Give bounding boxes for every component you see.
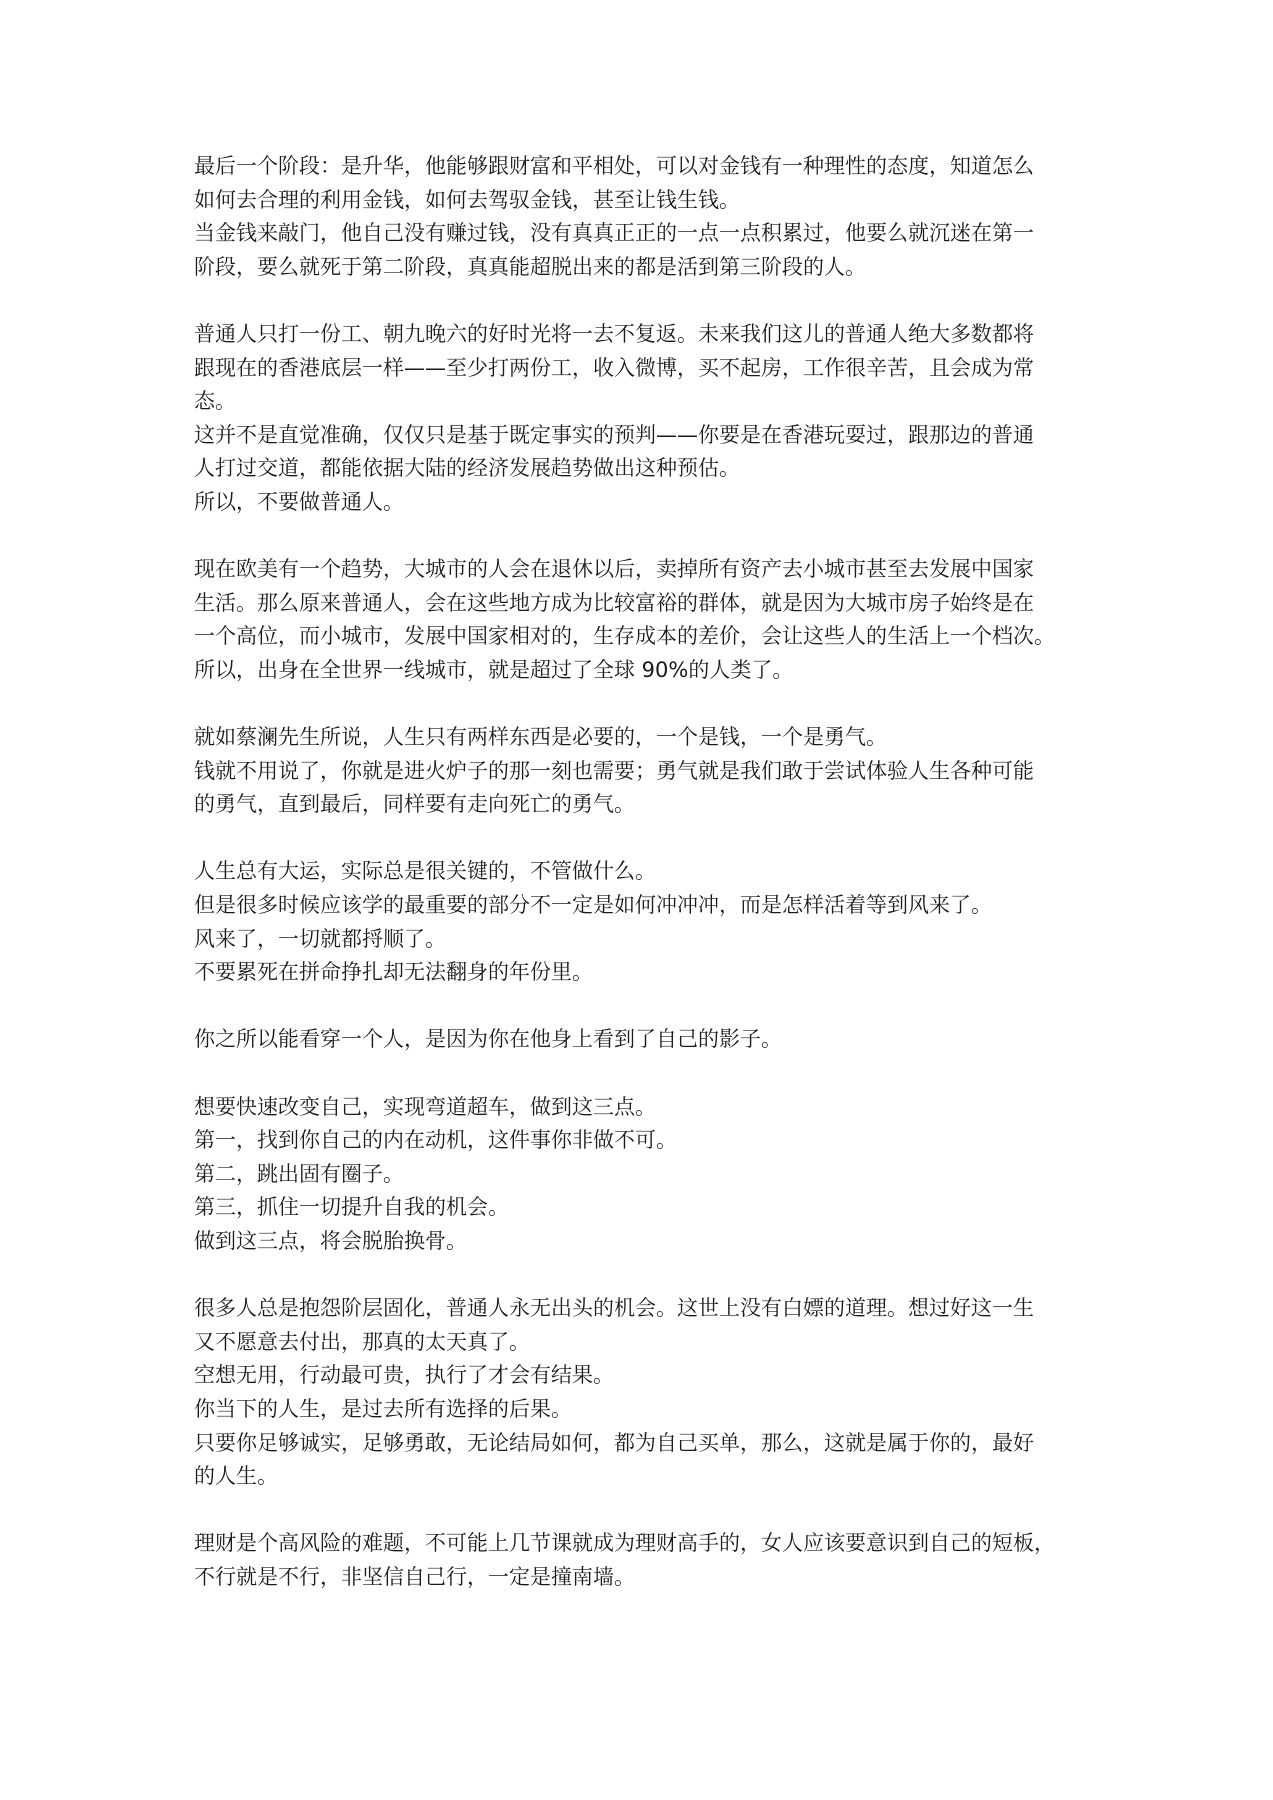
paragraph-retirement-trend	[194, 553, 1094, 687]
text-line: 人生总有大运，实际总是很关键的，不管做什么。	[194, 859, 656, 884]
text-line: 的勇气，直到最后，同样要有走向死亡的勇气。	[194, 792, 635, 817]
text-line: 钱就不用说了，你就是进火炉子的那一刻也需要；勇气就是我们敢于尝试体验人生各种可能	[194, 758, 1034, 783]
text-line: 跟现在的香港底层一样——至少打两份工，收入微博，买不起房，工作很辛苦，且会成为常	[194, 355, 1034, 380]
text-line: 你之所以能看穿一个人，是因为你在他身上看到了自己的影子。	[194, 1027, 782, 1052]
text-line: 生活。那么原来普通人，会在这些地方成为比较富裕的群体，就是因为大城市房子始终是在	[194, 590, 1034, 615]
text-line: 不要累死在拼命挣扎却无法翻身的年份里。	[194, 960, 593, 985]
paragraph-financial-management	[194, 1527, 1094, 1594]
text-line: 现在欧美有一个趋势，大城市的人会在退休以后，卖掉所有资产去小城市甚至去发展中国家	[194, 557, 1034, 582]
paragraph-class-solidification	[194, 1292, 1094, 1494]
text-line: 当金钱来敲门，他自己没有赚过钱，没有真真正正的一点一点积累过，他要么就沉迷在第一	[194, 221, 1034, 246]
text-line: 所以，出身在全世界一线城市，就是超过了全球 90%的人类了。	[194, 657, 794, 682]
paragraph-ordinary-people	[194, 318, 1094, 520]
paragraph-fortune	[194, 855, 1094, 989]
text-line: 理财是个高风险的难题，不可能上几节课就成为理财高手的，女人应该要意识到自己的短板，	[194, 1531, 1055, 1556]
paragraph-money-and-courage	[194, 721, 1094, 822]
text-line: 人打过交道，都能依据大陆的经济发展趋势做出这种预估。	[194, 456, 740, 481]
text-line: 想要快速改变自己，实现弯道超车，做到这三点。	[194, 1094, 656, 1119]
text-line: 第一，找到你自己的内在动机，这件事你非做不可。	[194, 1128, 677, 1153]
text-line: 阶段，要么就死于第二阶段，真真能超脱出来的都是活到第三阶段的人。	[194, 254, 866, 279]
text-line: 做到这三点，将会脱胎换骨。	[194, 1229, 467, 1253]
text-line: 所以，不要做普通人。	[194, 489, 404, 514]
text-line: 如何去合理的利用金钱，如何去驾驭金钱，甚至让钱生钱。	[194, 187, 740, 212]
document-page	[194, 150, 1094, 1595]
text-line: 你当下的人生，是过去所有选择的后果。	[194, 1396, 572, 1421]
text-line: 普通人只打一份工、朝九晚六的好时光将一去不复返。未来我们这儿的普通人绝大多数都将	[194, 321, 1034, 346]
paragraph-shadow	[194, 1023, 1094, 1057]
text-line: 一个高位，而小城市，发展中国家相对的，生存成本的差价，会让这些人的生活上一个档次。	[194, 624, 1055, 649]
text-line: 第二，跳出固有圈子。	[194, 1161, 404, 1186]
text-line: 空想无用，行动最可贵，执行了才会有结果。	[194, 1363, 614, 1388]
text-line: 风来了，一切就都捋顺了。	[194, 926, 446, 951]
text-line: 的人生。	[194, 1464, 278, 1489]
text-line: 但是很多时候应该学的最重要的部分不一定是如何冲冲冲，而是怎样活着等到风来了。	[194, 893, 992, 918]
text-line: 又不愿意去付出，那真的太天真了。	[194, 1329, 530, 1354]
text-line: 不行就是不行，非坚信自己行，一定是撞南墙。	[194, 1564, 635, 1589]
text-line: 态。	[194, 389, 236, 414]
text-line: 最后一个阶段：是升华，他能够跟财富和平相处，可以对金钱有一种理性的态度，知道怎么	[194, 154, 1034, 178]
paragraph-three-points	[194, 1091, 1094, 1259]
text-line: 这并不是直觉准确，仅仅只是基于既定事实的预判——你要是在香港玩耍过，跟那边的普通	[194, 422, 1034, 447]
text-line: 很多人总是抱怨阶层固化，普通人永无出头的机会。这世上没有白嫖的道理。想过好这一生	[194, 1296, 1034, 1321]
paragraph-money-stages	[194, 150, 1094, 284]
text-line: 只要你足够诚实，足够勇敢，无论结局如何，都为自己买单，那么，这就是属于你的，最好	[194, 1430, 1034, 1455]
text-line: 第三，抓住一切提升自我的机会。	[194, 1195, 509, 1220]
text-line: 就如蔡澜先生所说，人生只有两样东西是必要的，一个是钱，一个是勇气。	[194, 725, 887, 750]
